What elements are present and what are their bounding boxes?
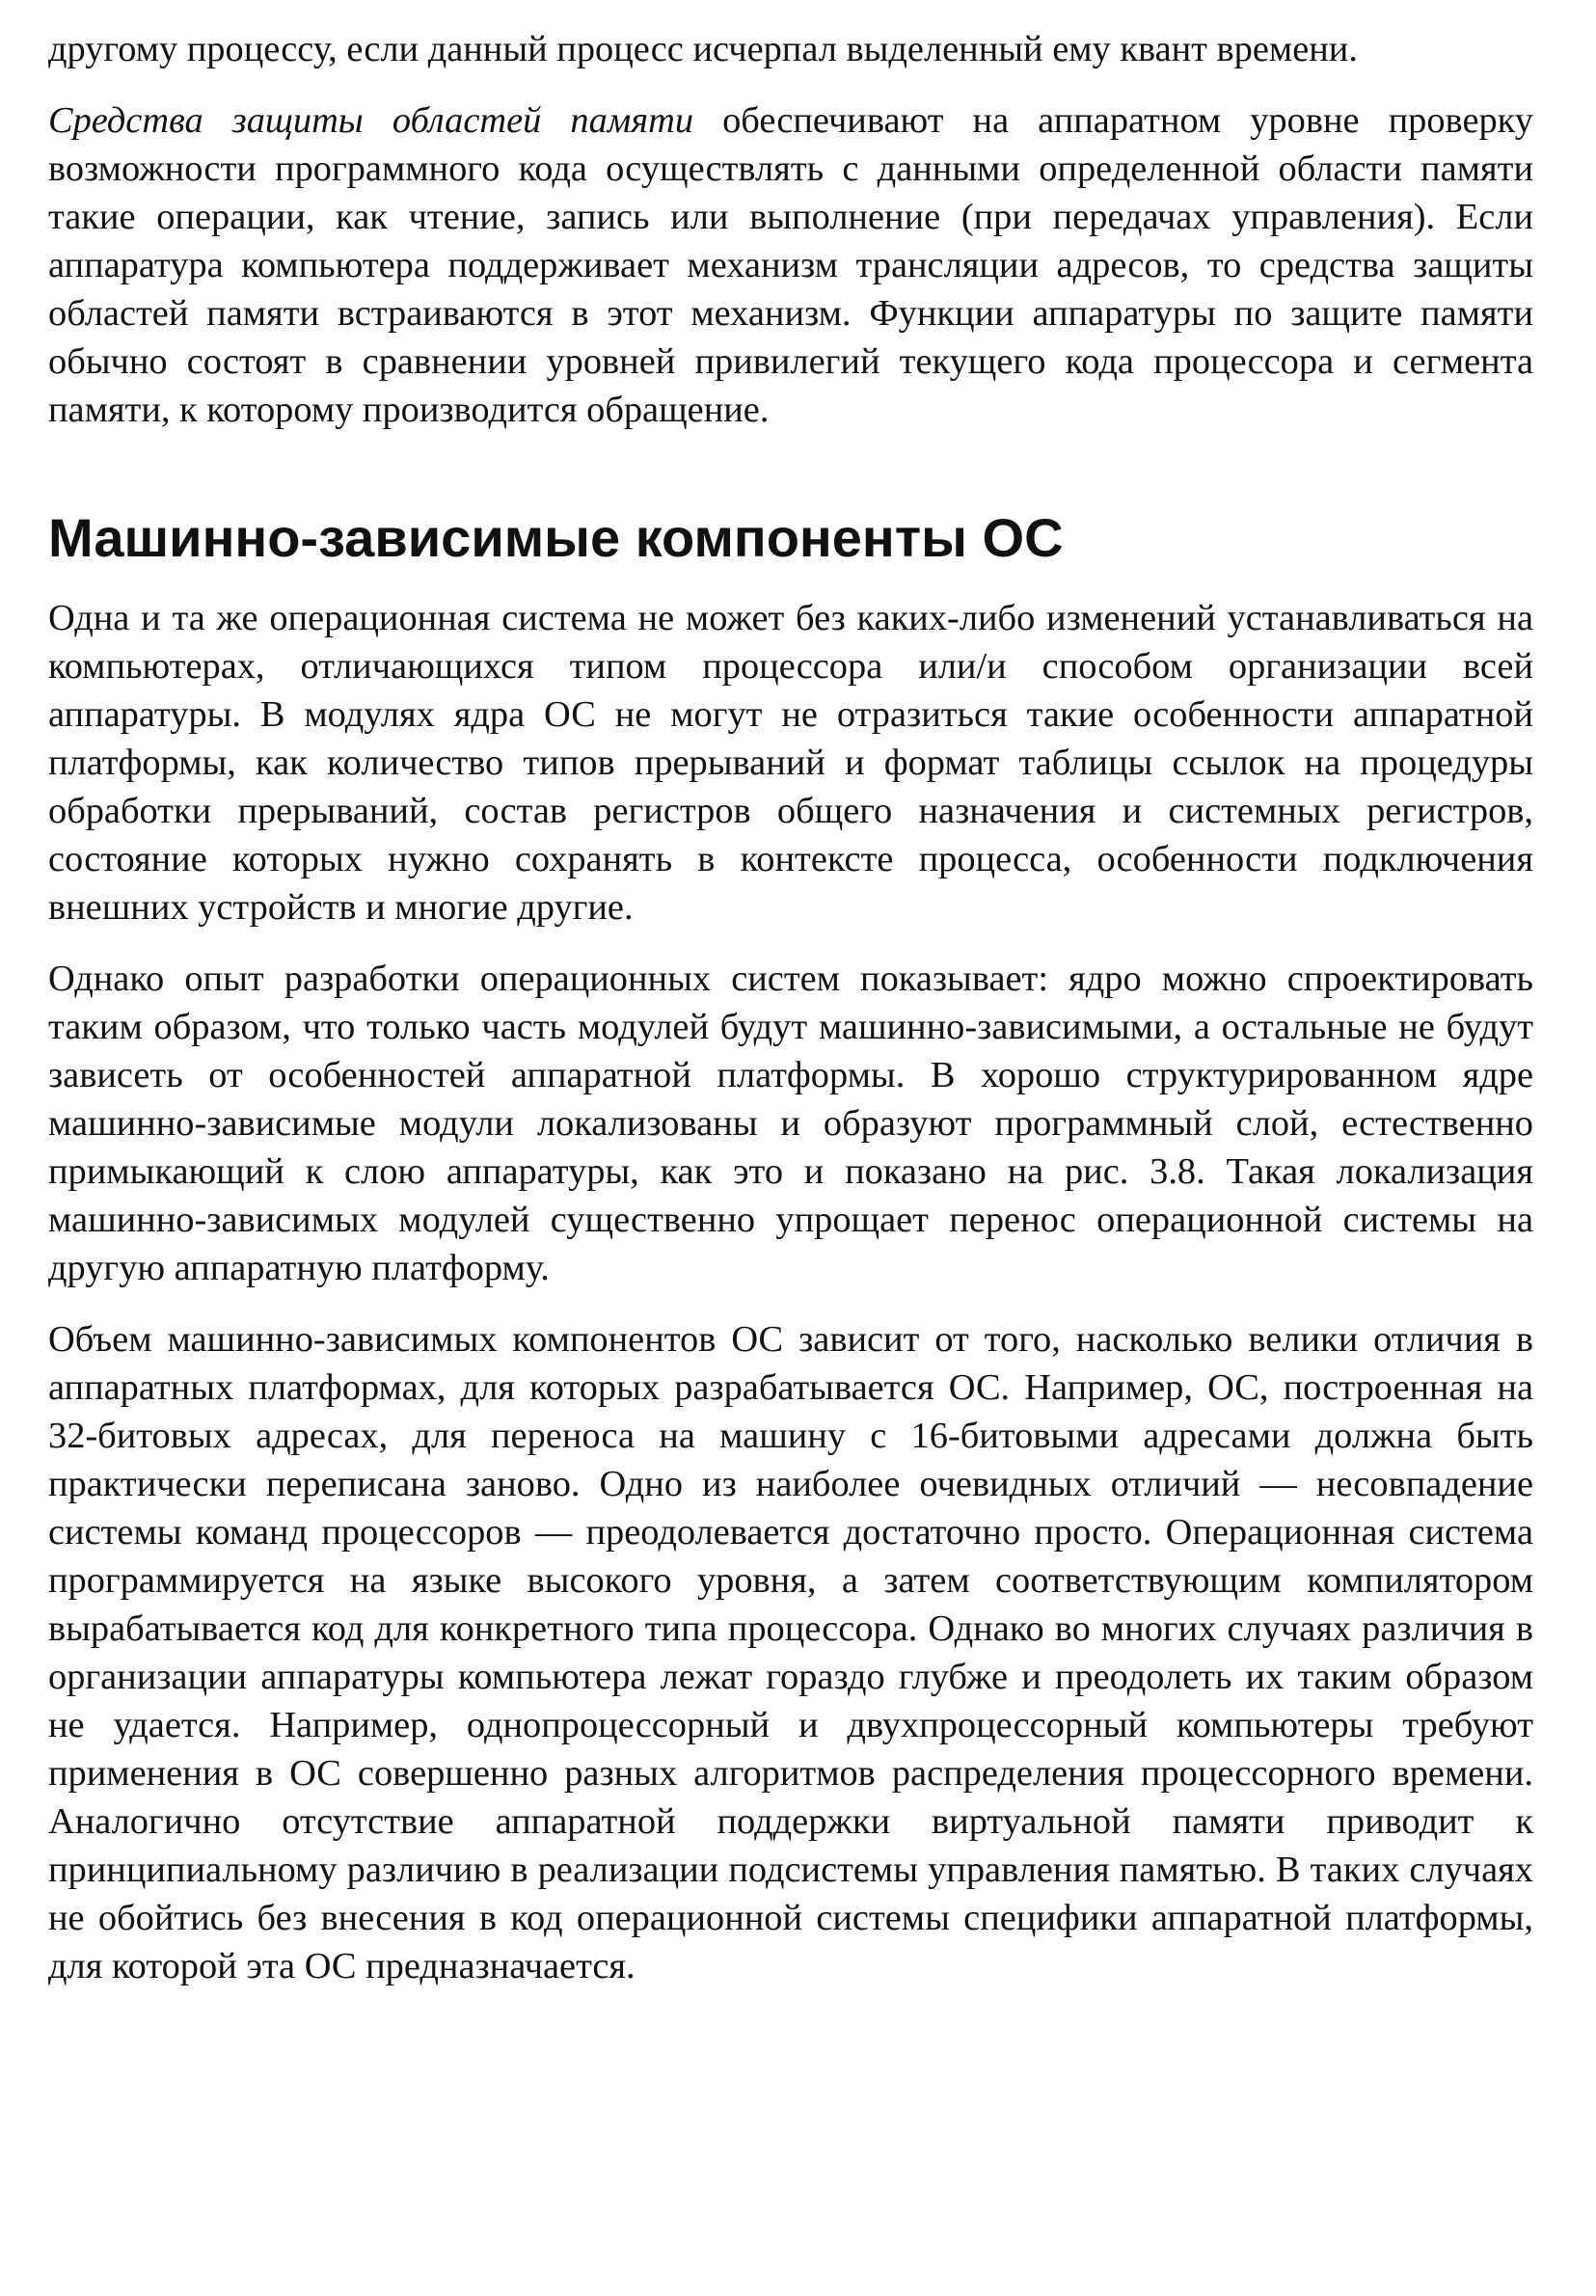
paragraph-memory-protection [48,96,1533,434]
paragraph-3: Объем машинно-зависимых компонентов ОС зависит от того, насколько велики отличия в аппаратных платформах, для которых разрабатывается ОС. Например, ОС, построенная на 32-битовых адресах, для переноса на машину с 16-битовыми адресами должна быть практически переписана заново. Одно из наиболее очевидных отличий — несовпадение системы команд процессоров — преодолевается достаточно просто. Операционная система программируется на языке высокого уровня, а затем соответствующим компилятором вырабатывается код для конкретного типа процессора. Однако во многих случаях различия в организации аппаратуры компьютера лежат гораздо глубже и преодолеть их таким образом не удается. Например, однопроцессорный и двухпроцессорный компьютеры требуют применения в ОС совершенно разных алгоритмов распределения процессорного времени. Аналогично отсутствие аппаратной поддержки виртуальной памяти приводит к принципиальному различию в реализации подсистемы управления памятью. В таких случаях не обойтись без внесения в код операционной системы специфики аппаратной платформы, для которой эта ОС предназначается. [48,1319,1533,1986]
paragraph-1: Одна и та же операционная система не может без каких-либо изменений устанавливаться на компьютерах, отличающихся типом процессора или/и способом организации всей аппаратуры. В модулях ядра ОС не могут не отразиться такие особенности аппаратной платформы, как количество типов прерываний и формат таблицы ссылок на процедуры обработки прерываний, состав регистров общего назначения и системных регистров, состояние которых нужно сохранять в контексте процесса, особенности подключения внешних устройств и многие другие. [48,598,1533,928]
paragraph-2: Однако опыт разработки операционных систем показывает: ядро можно спроектировать таким образом, что только часть модулей будут машинно-зависимыми, а остальные не будут зависеть от особенностей аппаратной платформы. В хорошо структурированном ядре машинно-зависимые модули локализованы и образуют программный слой, естественно примыкающий к слою аппаратуры, как это и показано на рис. 3.8. Такая локализация машинно-зависимых модулей существенно упрощает перенос операционной системы на другую аппаратную платформу. [48,959,1533,1288]
document-page [48,25,1533,2013]
paragraph-continuation: другому процессу, если данный процесс исчерпал выделенный ему квант времени. [48,29,1358,69]
paragraph-text: обеспечивают на аппаратном уровне проверку возможности программного кода осуществлять с данными определенной области памяти такие операции, как чтение, запись или выполнение (при передачах управления). Если аппаратура компьютера поддерживает механизм трансляции адресов, то средства защиты областей памяти встраиваются в этот механизм. Функции аппаратуры по защите памяти обычно состоят в сравнении уровней привилегий текущего кода процессора и сегмента памяти, к которому производится обращение. [48,100,1533,430]
section-heading: Машинно-зависимые компоненты ОС [48,507,1064,568]
italic-term: Средства защиты областей памяти [48,100,694,141]
